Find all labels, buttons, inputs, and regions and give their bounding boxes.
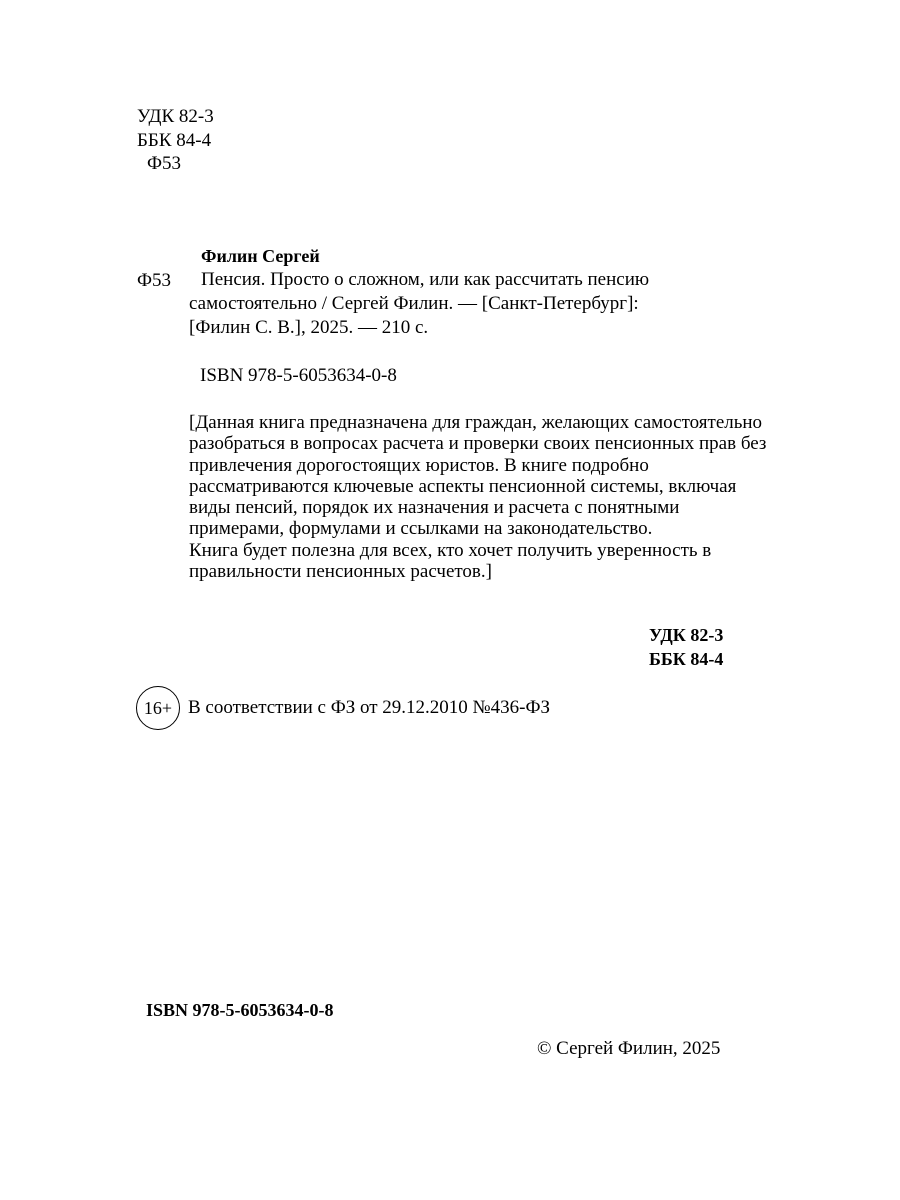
annotation [189,412,769,582]
age-rating-badge [136,686,180,730]
bbk-code: ББК 84-4 [137,130,212,151]
isbn-line: ISBN 978-5-6053634-0-8 [200,365,397,386]
udk-code: УДК 82-3 [137,106,214,127]
record-author-mark: Ф53 [137,270,172,291]
footer-bbk-code: ББК 84-4 [649,649,724,669]
annotation-paragraph: [Данная книга предназначена для граждан, желающих самостоятельно разобраться в вопросах расчета и проверки своих пенсионных прав без привлечения дорогостоящих юристов. В книге подробно рассматриваются ключевые аспекты пенсионной системы, включая виды пенсий, порядок их назначения и расчета с понятными примерами, формулами и ссылками на законодательство. [189,412,767,540]
age-rating-label: 16+ [143,697,173,718]
footer-isbn: ISBN 978-5-6053634-0-8 [146,1000,334,1020]
author-mark: Ф53 [147,153,182,174]
bibliographic-description [189,268,729,340]
description-line: [Филин С. В.], 2025. — 210 с. [189,317,429,338]
description-line: самостоятельно / Сергей Филин. — [Санкт-Петербург]: [189,293,639,314]
description-line: Пенсия. Просто о сложном, или как рассчитать пенсию [201,269,650,290]
footer-udk-code: УДК 82-3 [649,625,724,645]
annotation-paragraph: Книга будет полезна для всех, кто хочет получить уверенность в правильности пенсионных расчетов.] [189,539,712,583]
author-name: Филин Сергей [201,246,320,266]
age-rating-law-text: В соответствии с ФЗ от 29.12.2010 №436-ФЗ [188,697,551,718]
copyright-notice: © Сергей Филин, 2025 [537,1038,721,1059]
